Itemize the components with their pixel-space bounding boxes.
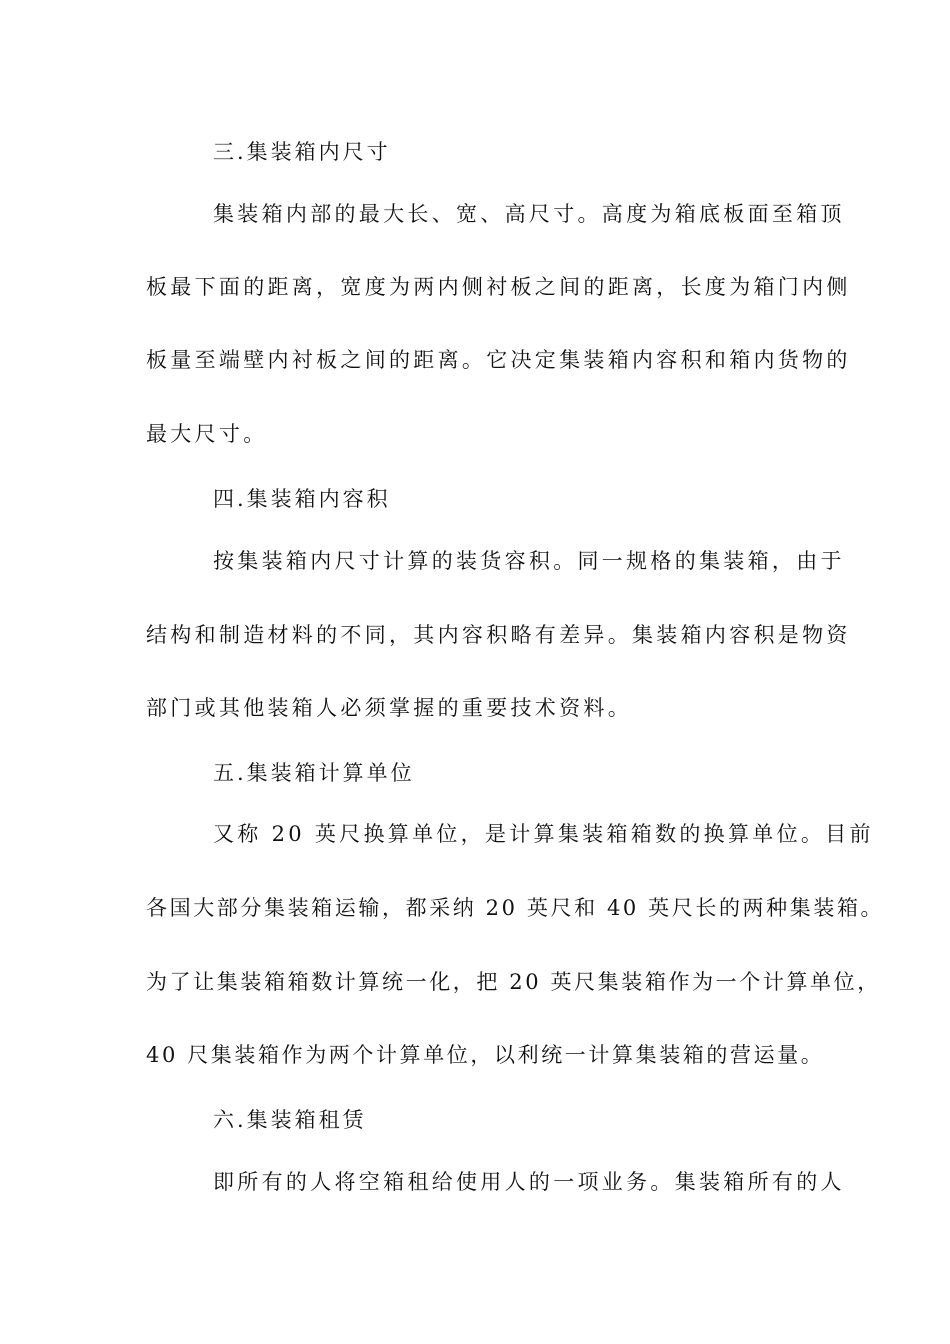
section-heading: 五.集装箱计算单位: [213, 761, 415, 785]
section-heading: 三.集装箱内尺寸: [213, 140, 391, 164]
paragraph-line: 为了让集装箱箱数计算统一化，把 20 英尺集装箱作为一个计算单位，: [146, 970, 881, 994]
paragraph-line: 结构和制造材料的不同，其内容积略有差异。集装箱内容积是物资: [146, 623, 851, 647]
paragraph-line: 最大尺寸。: [146, 422, 268, 446]
paragraph-line: 板最下面的距离，宽度为两内侧衬板之间的距离，长度为箱门内侧: [146, 275, 851, 299]
paragraph-line: 按集装箱内尺寸计算的装货容积。同一规格的集装箱，由于: [213, 549, 845, 573]
section-heading: 六.集装箱租赁: [213, 1108, 367, 1132]
paragraph-line: 即所有的人将空箱租给使用人的一项业务。集装箱所有的人: [213, 1170, 845, 1194]
paragraph-line: 40 尺集装箱作为两个计算单位，以利统一计算集装箱的营运量。: [146, 1043, 825, 1067]
paragraph-line: 各国大部分集装箱运输，都采纳 20 英尺和 40 英尺长的两种集装箱。: [146, 896, 885, 920]
paragraph-line: 又称 20 英尺换算单位，是计算集装箱箱数的换算单位。目前: [213, 822, 874, 846]
section-heading: 四.集装箱内容积: [213, 487, 391, 511]
paragraph-line: 部门或其他装箱人必须掌握的重要技术资料。: [146, 696, 632, 720]
paragraph-line: 板量至端壁内衬板之间的距离。它决定集装箱内容积和箱内货物的: [146, 348, 851, 372]
paragraph-line: 集装箱内部的最大长、宽、高尺寸。高度为箱底板面至箱顶: [213, 202, 845, 226]
